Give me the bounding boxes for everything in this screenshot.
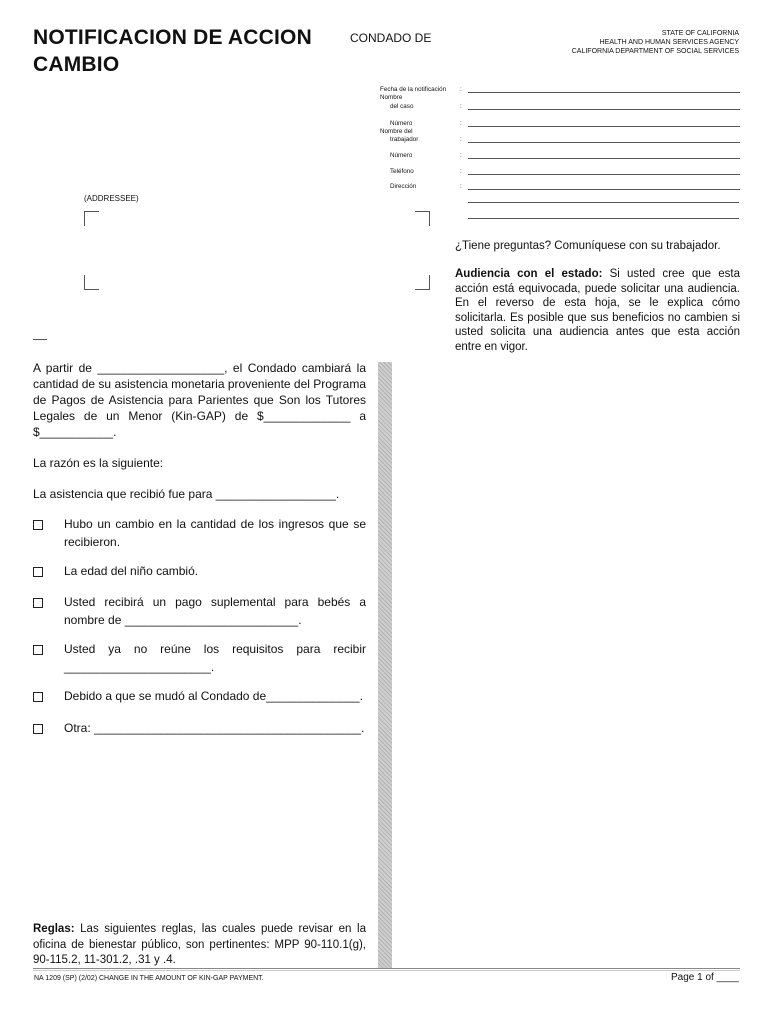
- option-text: Otra: ________________________________________.: [64, 721, 365, 735]
- questions-text: ¿Tiene preguntas? Comuníquese con su trabajador.: [455, 240, 721, 252]
- case-name-label-2: del caso: [390, 103, 414, 110]
- worker-number-label: Número: [390, 152, 413, 159]
- agency-block: [572, 29, 739, 56]
- county-label: CONDADO DE: [350, 31, 432, 45]
- option-text: Debido a que se mudó al Condado de______________.: [64, 689, 363, 703]
- option-child-age: [33, 563, 366, 580]
- checkbox[interactable]: [33, 645, 43, 655]
- worker-number-field[interactable]: [468, 158, 740, 159]
- footer-rule-2: [33, 970, 740, 971]
- form-title-line2: CAMBIO: [33, 53, 120, 76]
- option-text: Hubo un cambio en la cantidad de los ingresos que se recibieron.: [64, 517, 366, 549]
- checkbox[interactable]: [33, 598, 43, 608]
- addressee-label: (ADDRESSEE): [84, 194, 139, 203]
- worker-name-label-1: Nombre del: [380, 128, 413, 135]
- checkbox[interactable]: [33, 724, 43, 734]
- window-corner-bottom-right: [415, 275, 430, 290]
- option-income-change: [33, 516, 366, 551]
- form-title: [33, 24, 312, 78]
- fold-mark: [33, 339, 47, 340]
- address-field-line-3[interactable]: [468, 218, 739, 219]
- checkbox[interactable]: [33, 520, 43, 530]
- address-field[interactable]: [468, 189, 740, 190]
- checkbox[interactable]: [33, 692, 43, 702]
- agency-hhs: HEALTH AND HUMAN SERVICES AGENCY: [599, 39, 739, 46]
- rules-text: Las siguientes reglas, las cuales puede revisar en la oficina de bienestar público, son pertinentes: MPP 90-110.1(g), 90-115.2, 11-301.2, .31 y .4.: [33, 923, 366, 966]
- option-infant-supplement: [33, 594, 366, 629]
- case-name-field[interactable]: [468, 109, 740, 110]
- window-corner-top-left: [84, 211, 99, 226]
- page-number: Page 1 of ____: [671, 972, 739, 983]
- option-text: Usted ya no reúne los requisitos para recibir ______________________.: [64, 642, 366, 674]
- phone-field[interactable]: [468, 174, 740, 175]
- option-text: La edad del niño cambió.: [64, 564, 199, 578]
- agency-state: STATE OF CALIFORNIA: [661, 30, 739, 37]
- case-number-field[interactable]: [468, 126, 740, 127]
- case-name-label-1: Nombre: [380, 94, 403, 101]
- window-corner-bottom-left: [84, 275, 99, 290]
- agency-cdss: CALIFORNIA DEPARTMENT OF SOCIAL SERVICES: [571, 48, 739, 55]
- notice-date-label: Fecha de la notificación: [380, 86, 447, 93]
- worker-name-label-2: trabajador: [390, 136, 419, 143]
- rules-paragraph: [33, 922, 366, 969]
- option-other: [33, 720, 366, 737]
- footer-rule: [33, 968, 740, 969]
- window-corner-top-right: [415, 211, 430, 226]
- address-label: Dirección: [390, 183, 417, 190]
- form-id: NA 1209 (SP) (2/02) CHANGE IN THE AMOUNT OF KIN-GAP PAYMENT.: [34, 975, 264, 982]
- form-title-line1: NOTIFICACION DE ACCION: [33, 26, 312, 49]
- intro-paragraph: A partir de ___________________, el Condado cambiará la cantidad de su asistencia monetaria proveniente del Programa de Pagos de Asistencia para Parientes que Son los Tutores Legales de un Menor (Kin-GAP) de $_____________ a $___________.: [33, 361, 366, 439]
- reason-label: La razón es la siguiente:: [33, 456, 164, 470]
- rules-label: Reglas:: [33, 923, 75, 935]
- hearing-paragraph: [455, 267, 740, 355]
- option-text: Usted recibirá un pago suplemental para bebés a nombre de __________________________.: [64, 595, 366, 627]
- hearing-label: Audiencia con el estado:: [455, 268, 603, 280]
- main-section: [33, 360, 366, 737]
- shaded-divider: [378, 362, 392, 968]
- worker-name-field[interactable]: [468, 142, 740, 143]
- option-moved-county: [33, 688, 366, 705]
- address-field-line-2[interactable]: [468, 202, 739, 203]
- notice-date-field[interactable]: [468, 92, 740, 93]
- hearing-text: Si usted cree que esta acción está equivocada, puede solicitar una audiencia. En el reverso de esta hoja, se le explica cómo solicitarla. Es posible que sus beneficios no cambien si usted solicita una audiencia antes que esta acción entre en vigor.: [455, 268, 740, 353]
- received-for-line: La asistencia que recibió fue para __________________.: [33, 487, 340, 501]
- option-not-eligible: [33, 641, 366, 676]
- phone-label: Teléfono: [390, 168, 414, 175]
- checkbox[interactable]: [33, 567, 43, 577]
- case-number-label: Número: [390, 120, 413, 127]
